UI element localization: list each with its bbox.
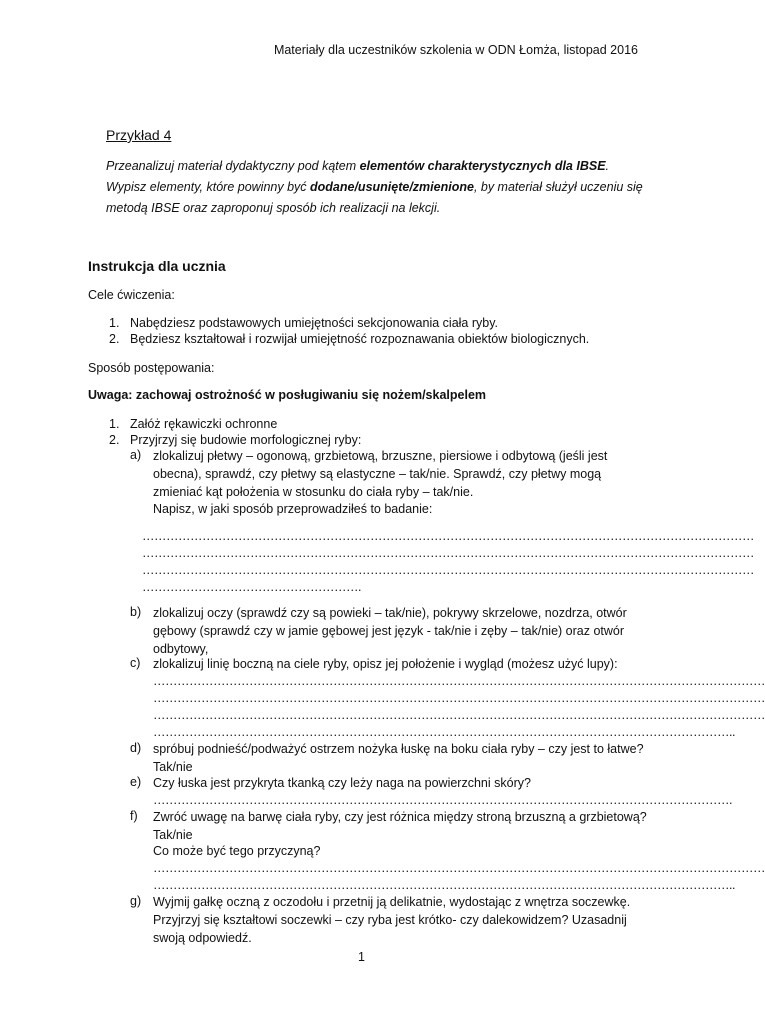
intro-text: .: [605, 159, 610, 173]
answer-line[interactable]: ………………………………………………………………………………………………………………………………………: [153, 708, 765, 722]
sub-letter: f): [130, 809, 138, 823]
sub-item-extra: Co może być tego przyczyną?: [153, 844, 321, 858]
answer-line[interactable]: ………………………………………………………………………………………………………………………………..: [153, 878, 735, 892]
intro-text: metodą IBSE oraz zaproponuj sposób ich realizacji na lekcji.: [106, 201, 441, 215]
sub-letter: a): [130, 448, 142, 462]
step-text: Przyjrzyj się budowie morfologicznej ryby:: [130, 433, 362, 447]
sub-item-text: Zwróć uwagę na barwę ciała ryby, czy jest różnica między stroną brzuszną a grzbietową? Tak/nie: [153, 810, 647, 842]
sub-item-extra: Napisz, w jaki sposób przeprowadziłeś to badanie:: [153, 502, 433, 516]
safety-warning: Uwaga: zachowaj ostrożność w posługiwaniu się nożem/skalpelem: [88, 388, 487, 402]
intro-bold: dodane/usunięte/zmienione: [310, 180, 474, 194]
step-text: Załóż rękawiczki ochronne: [130, 417, 278, 431]
sub-letter: g): [130, 894, 142, 908]
sub-letter: d): [130, 741, 142, 755]
answer-line[interactable]: ………………………………………………………………………………………………………………………………..: [153, 725, 735, 739]
answer-line[interactable]: ………………………………………………………………………………………………………………………………………: [153, 674, 765, 688]
answer-line[interactable]: ……………………………………………………………………………………………………………………………….: [153, 793, 732, 807]
sub-letter: e): [130, 775, 142, 789]
sub-item-text: spróbuj podnieść/podważyć ostrzem nożyka łuskę na boku ciała ryby – czy jest to łatwe? Tak/nie: [153, 742, 644, 774]
goals-label: Cele ćwiczenia:: [88, 288, 175, 302]
answer-line[interactable]: ………………………………………………………………………………………………………………………………………: [142, 563, 754, 577]
sub-letter: c): [130, 656, 141, 670]
sub-item-text: zlokalizuj oczy (sprawdź czy są powieki – tak/nie), pokrywy skrzelowe, nozdrza, otwór gębowy (sprawdź czy w jamie gębowej jest język - tak/nie i zęby – tak/nie) oraz otwór odbytowy,: [153, 606, 627, 656]
answer-line[interactable]: ………………………………………………………………………………………………………………………………………: [153, 861, 765, 875]
procedure-label: Sposób postępowania:: [88, 361, 215, 375]
sub-item-text: zlokalizuj płetwy – ogonową, grzbietową, brzuszne, piersiowe i odbytową (jeśli jest obecna), sprawdź, czy płetwy są elastyczne – tak/nie. Sprawdź, czy płetwy mogą zmieniać kąt położenia w stosunku do ciała ryby – tak/nie.: [153, 449, 608, 499]
answer-line[interactable]: ………………………………………………………………………………………………………………………………………: [153, 691, 765, 705]
step-number: 2.: [109, 433, 120, 447]
sub-item-text: Czy łuska jest przykryta tkanką czy leży naga na powierzchni skóry?: [153, 776, 531, 790]
intro-text: , by materiał służył uczeniu się: [473, 180, 643, 194]
page-number: 1: [358, 950, 365, 964]
example-title: Przykład 4: [106, 127, 172, 143]
page-header: Materiały dla uczestników szkolenia w ODN Łomża, listopad 2016: [273, 43, 638, 57]
goal-number: 2.: [109, 332, 120, 346]
goal-text: Nabędziesz podstawowych umiejętności sekcjonowania ciała ryby.: [130, 316, 499, 330]
sub-letter: b): [130, 605, 142, 619]
answer-line[interactable]: ………………………………………………………………………………………………………………………………………: [142, 529, 754, 543]
intro-bold: elementów charakterystycznych dla IBSE: [359, 159, 606, 173]
intro-text: Wypisz elementy, które powinny być: [106, 180, 311, 194]
intro-text: Przeanalizuj materiał dydaktyczny pod kątem: [106, 159, 360, 173]
answer-line[interactable]: ………………………………………………………………………………………………………………………………………: [142, 546, 754, 560]
instruction-heading: Instrukcja dla ucznia: [88, 258, 226, 274]
sub-item-text: Wyjmij gałkę oczną z oczodołu i przetnij ją delikatnie, wydostając z wnętrza soczewkę. Przyjrzyj się kształtowi soczewki – czy ryba jest krótko- czy dalekowidzem? Uzasadnij swoją odpowiedź.: [153, 895, 631, 945]
goal-number: 1.: [109, 316, 120, 330]
sub-item-text: zlokalizuj linię boczną na ciele ryby, opisz jej położenie i wygląd (możesz użyć lupy):: [153, 657, 618, 671]
answer-line[interactable]: ……………………………………………….: [142, 580, 361, 594]
goal-text: Będziesz kształtował i rozwijał umiejętność rozpoznawania obiektów biologicznych.: [130, 332, 590, 346]
step-number: 1.: [109, 417, 120, 431]
intro-instructions: [106, 156, 646, 219]
